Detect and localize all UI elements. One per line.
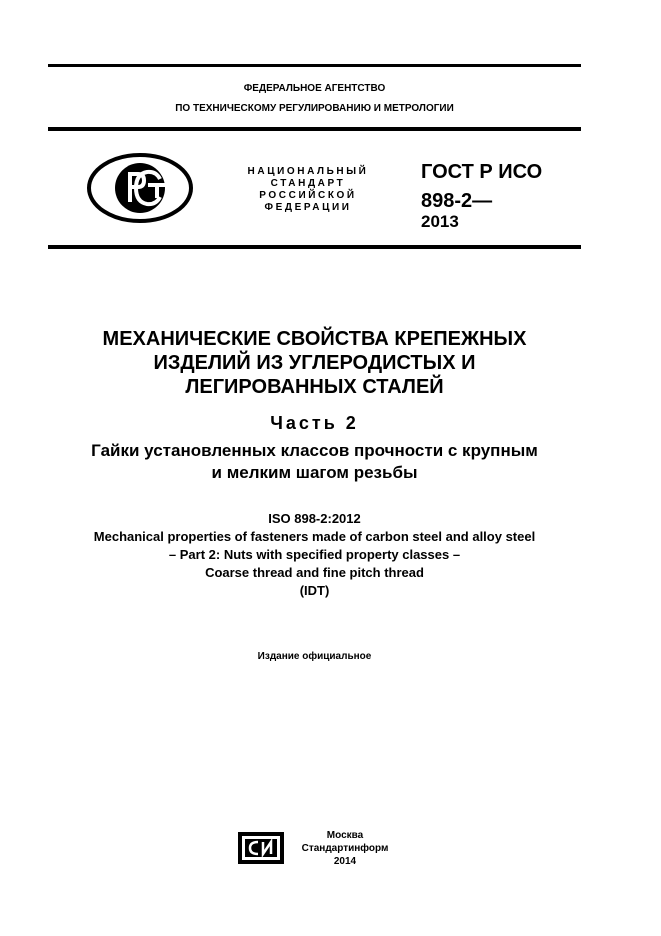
subtitle-line-1: Гайки установленных классов прочности с крупным (91, 441, 538, 460)
agency-name (48, 82, 581, 116)
national-standard-label (228, 166, 388, 214)
publisher-name: Стандартинформ (301, 843, 389, 854)
agency-line-2: ПО ТЕХНИЧЕСКОМУ РЕГУЛИРОВАНИЮ И МЕТРОЛОГИИ (175, 103, 454, 114)
edition-note: Издание официальное (257, 651, 372, 662)
subtitle-line-2: и мелким шагом резьбы (211, 463, 418, 482)
iso-line-3: Coarse thread and fine pitch thread (205, 565, 424, 580)
iso-number: ISO 898-2:2012 (268, 511, 361, 526)
title-line-2: ИЗДЕЛИЙ ИЗ УГЛЕРОДИСТЫХ И (153, 352, 476, 374)
title-line-1: МЕХАНИЧЕСКИЕ СВОЙСТВА КРЕПЕЖНЫХ (102, 328, 527, 350)
rst-certification-mark-icon (86, 152, 194, 224)
national-label-line-2: СТАНДАРТ (270, 178, 346, 189)
standartinform-logo-icon (238, 832, 284, 864)
publisher-year: 2014 (333, 856, 357, 867)
national-label-line-1: НАЦИОНАЛЬНЫЙ (247, 166, 369, 177)
iso-reference (30, 510, 599, 600)
gost-year: 2013 (421, 212, 459, 231)
document-title (40, 327, 589, 399)
document-subtitle (30, 440, 599, 484)
header-rule (48, 127, 581, 131)
national-label-line-4: ФЕДЕРАЦИИ (264, 202, 352, 213)
national-label-line-3: РОССИЙСКОЙ (259, 190, 357, 201)
top-rule (48, 64, 581, 67)
title-line-3: ЛЕГИРОВАННЫХ СТАЛЕЙ (185, 376, 444, 398)
standard-block-rule (48, 245, 581, 249)
iso-line-1: Mechanical properties of fasteners made of carbon steel and alloy steel (93, 529, 536, 544)
publisher-city: Москва (326, 830, 364, 841)
agency-line-1: ФЕДЕРАЛЬНОЕ АГЕНТСТВО (243, 83, 386, 94)
part-label: Часть 2 (270, 413, 359, 433)
gost-line-1: ГОСТ Р ИСО (421, 161, 543, 183)
gost-designation (421, 160, 542, 213)
iso-line-2: – Part 2: Nuts with specified property classes – (168, 547, 461, 562)
gost-line-2: 898-2— (421, 190, 493, 212)
iso-line-4: (IDT) (299, 583, 330, 598)
publisher-info (290, 829, 400, 868)
